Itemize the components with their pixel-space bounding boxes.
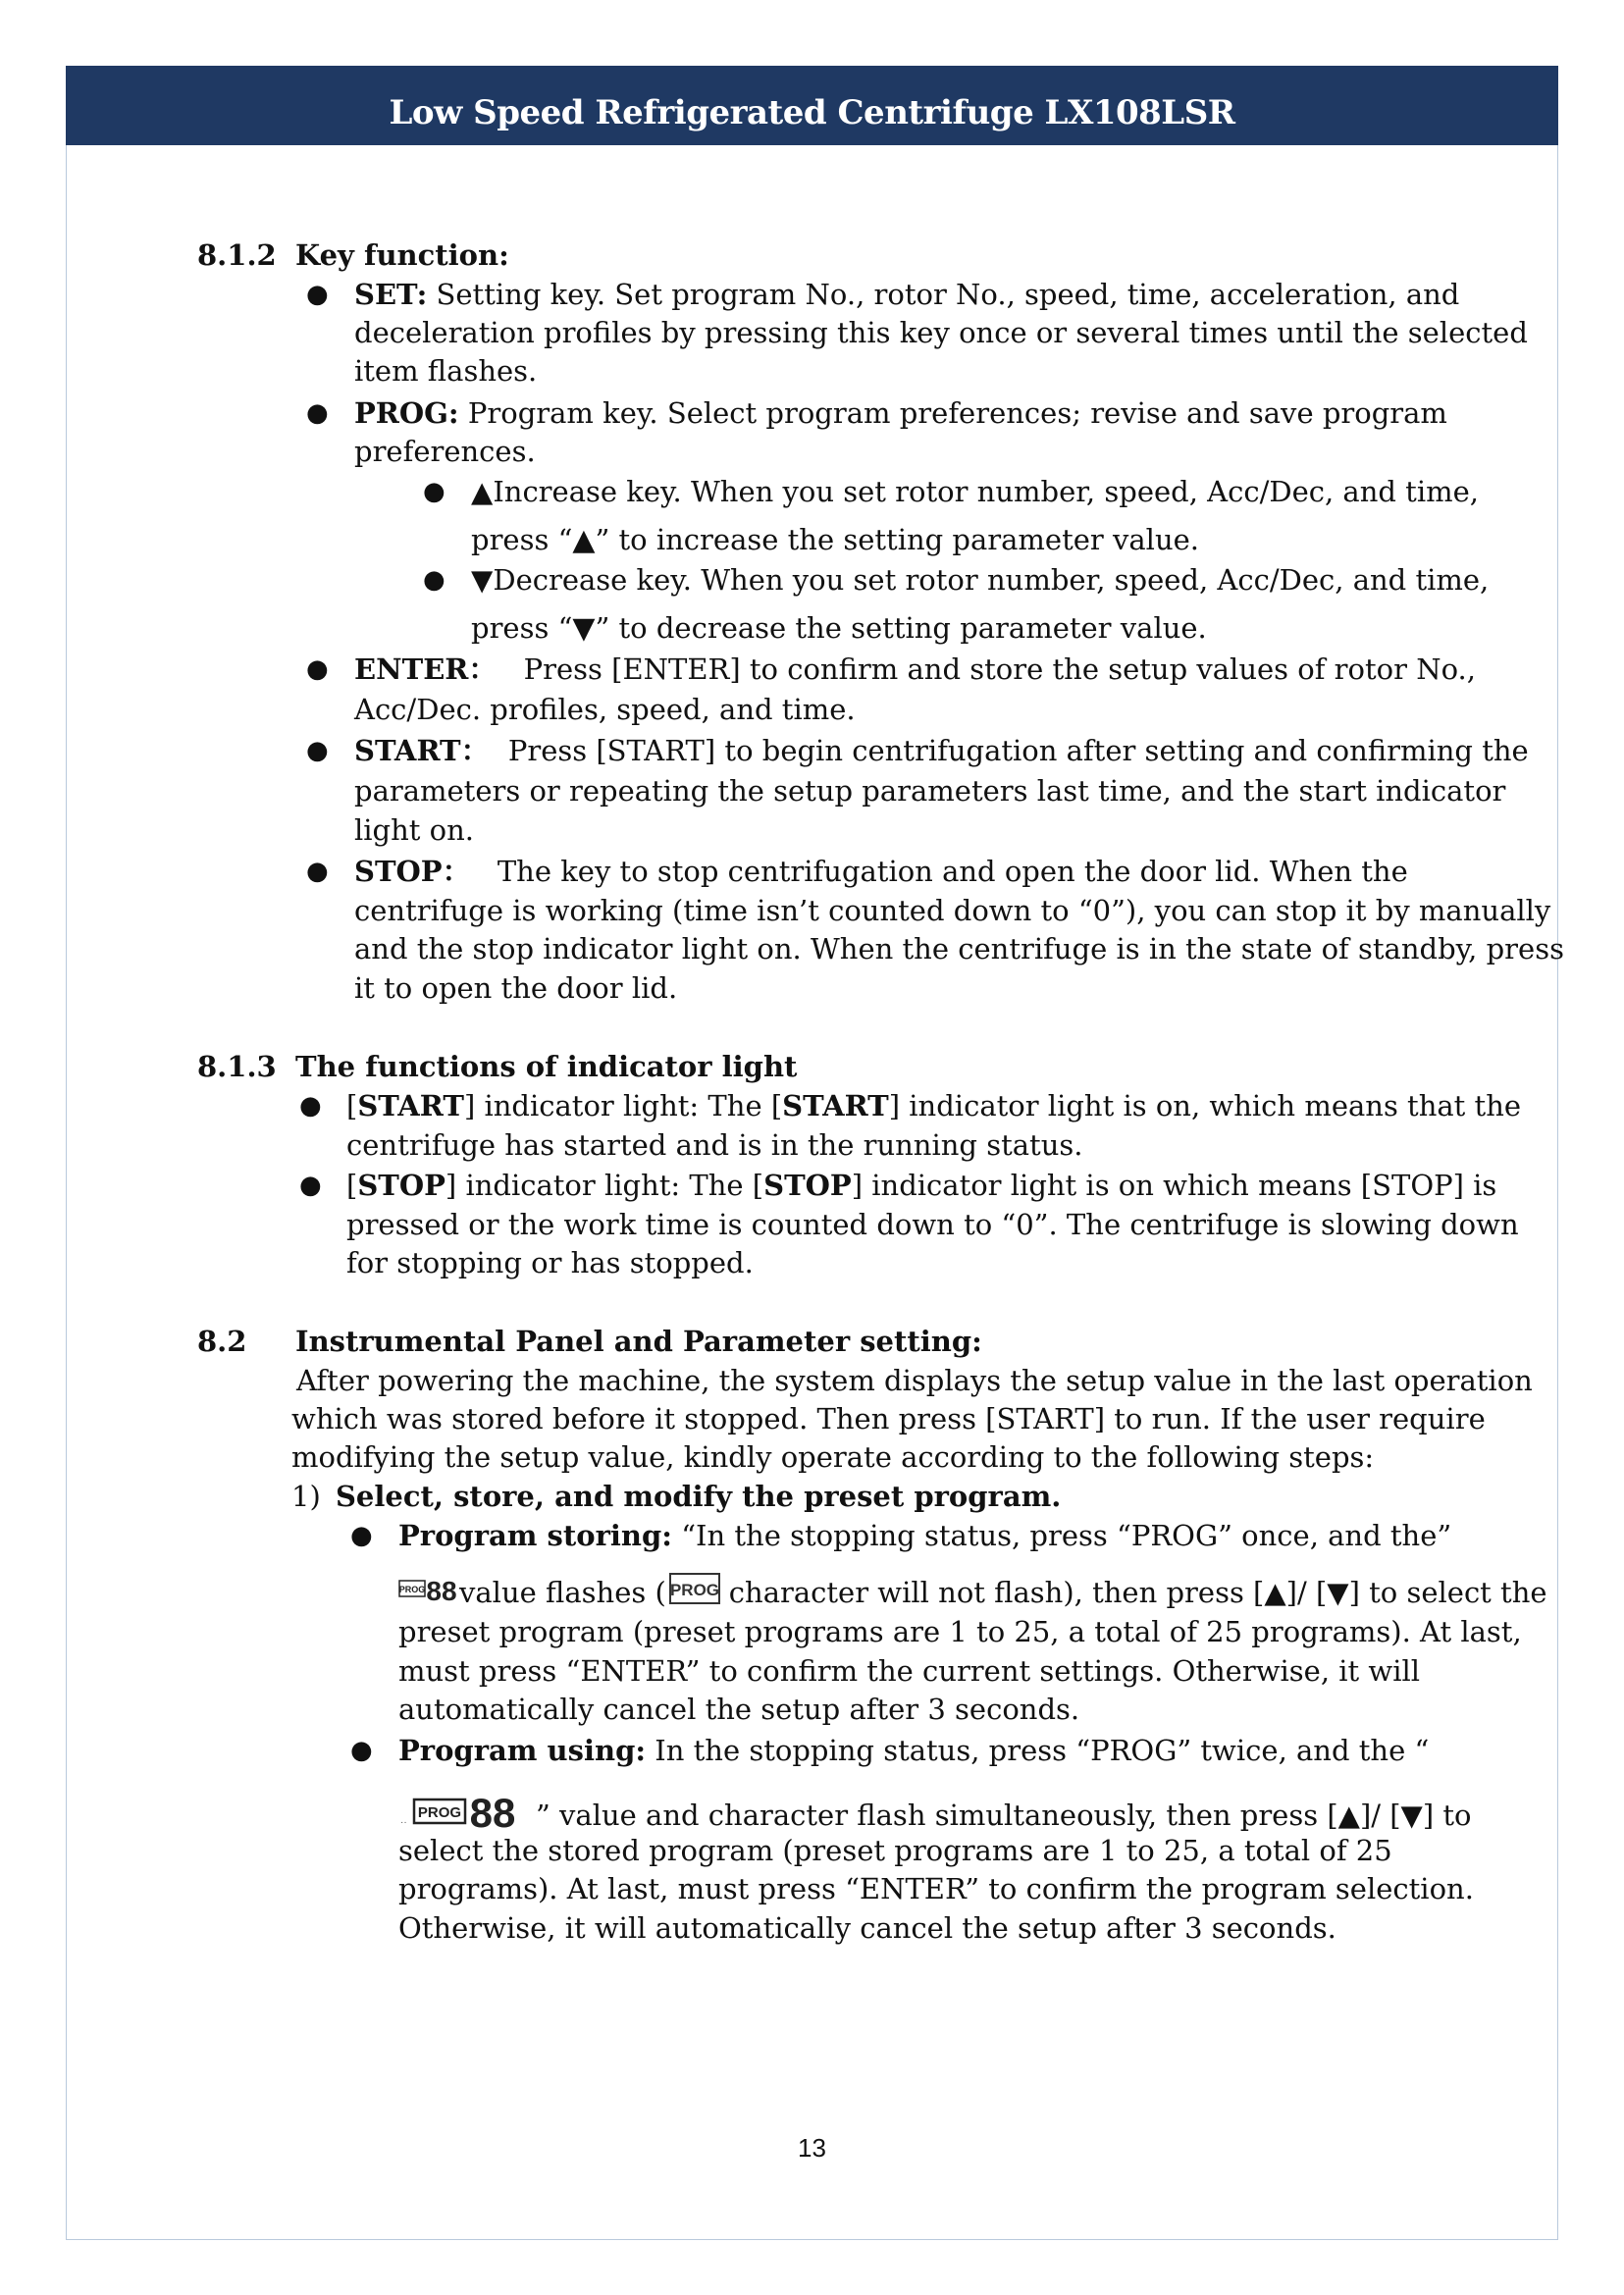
program-using-line-1 xyxy=(398,1731,1429,1770)
stop-line-2: centrifuge is working (time isn’t counted down to “0”), you can stop it by manually xyxy=(354,894,1551,927)
svg-text:PROG: PROG xyxy=(398,1585,426,1594)
program-storing-line-1 xyxy=(398,1516,1451,1555)
program-using-line-5: Otherwise, it will automatically cancel the setup after 3 seconds. xyxy=(398,1911,1336,1945)
bullet: ● xyxy=(306,398,329,428)
program-using-line-4: programs). At last, must press “ENTER” to confirm the program selection. xyxy=(398,1872,1474,1905)
program-using-label: Program using: xyxy=(398,1734,647,1767)
page-header: Low Speed Refrigerated Centrifuge LX108LSR xyxy=(66,66,1558,145)
step-number: 1) xyxy=(291,1480,321,1513)
set-text-1: Setting key. Set program No., rotor No., speed, time, acceleration, and xyxy=(436,278,1460,311)
increase-line-2 xyxy=(471,520,1199,560)
step-1 xyxy=(291,1477,1061,1516)
stop-indicator-line-2: pressed or the work time is counted down to “0”. The centrifuge is slowing down xyxy=(346,1208,1519,1241)
program-storing-line-5: automatically cancel the setup after 3 seconds. xyxy=(398,1693,1080,1726)
stop-text-1: The key to stop centrifugation and open the door lid. When the xyxy=(497,855,1408,888)
bullet: ● xyxy=(423,477,445,506)
start-line-3: light on. xyxy=(354,813,475,847)
stop-line-3: and the stop indicator light on. When the centrifuge is in the state of standby, press xyxy=(354,932,1564,965)
enter-text-1: Press [ENTER] to confirm and store the setup values of rotor No., xyxy=(523,652,1476,686)
program-storing-text-1: “In the stopping status, press “PROG” once, and the” xyxy=(681,1519,1452,1552)
decrease-line-2 xyxy=(471,608,1207,649)
start-line-2: parameters or repeating the setup parameters last time, and the start indicator xyxy=(354,774,1506,808)
decrease-line-1 xyxy=(471,560,1489,600)
start-word: START xyxy=(782,1089,889,1122)
start-indicator-line-2: centrifuge has started and is in the running status. xyxy=(346,1128,1083,1162)
svg-text:PROG: PROG xyxy=(669,1581,719,1599)
program-storing-label: Program storing: xyxy=(398,1519,672,1552)
page-number: 13 xyxy=(798,2133,826,2163)
section-title-812: Key function: xyxy=(295,238,509,272)
set-line-2: deceleration profiles by pressing this key once or several times until the selected xyxy=(354,316,1528,349)
stop-indicator-line-1: [STOP] indicator light: The [STOP] indicator light is on which means [STOP] is xyxy=(346,1169,1497,1202)
section-number-813: 8.1.3 xyxy=(197,1050,277,1083)
bullet: ● xyxy=(423,565,445,595)
svg-text:PROG: PROG xyxy=(417,1804,462,1821)
program-storing-line-4: must press “ENTER” to confirm the current settings. Otherwise, it will xyxy=(398,1654,1421,1688)
program-using-text-1: In the stopping status, press “PROG” twice, and the “ xyxy=(655,1734,1430,1767)
prog-line-1 xyxy=(354,393,1447,433)
program-storing-text-2b: character will not flash), then press [▲]/ [▼] to select the xyxy=(728,1576,1547,1609)
decrease-text-2: ” to decrease the setting parameter value. xyxy=(595,611,1207,645)
set-key-label: SET: xyxy=(354,278,428,311)
stop-line-4: it to open the door lid. xyxy=(354,971,678,1005)
stop-line-1 xyxy=(354,852,1408,891)
intro-line-1: After powering the machine, the system displays the setup value in the last operation xyxy=(296,1364,1533,1397)
bullet: ● xyxy=(306,857,329,886)
section-number-82: 8.2 xyxy=(197,1325,247,1358)
stop-indicator-text-b: ] indicator light is on which means [STOP] is xyxy=(851,1169,1497,1202)
prog-digits-icon xyxy=(398,1573,459,1616)
increase-press: press “ xyxy=(471,523,573,556)
stop-indicator-text-a: ] indicator light: The [ xyxy=(445,1169,764,1202)
increase-text-2: ” to increase the setting parameter value. xyxy=(595,523,1199,556)
triangle-up-icon: ▲ xyxy=(572,523,596,557)
stop-word: STOP xyxy=(357,1169,445,1202)
start-indicator-text-a: ] indicator light: The [ xyxy=(463,1089,783,1122)
set-line-1 xyxy=(354,275,1478,314)
stop-key-label: STOP： xyxy=(354,855,471,888)
bullet: ● xyxy=(350,1521,373,1550)
bullet: ● xyxy=(306,736,329,765)
svg-text:··: ·· xyxy=(400,1817,407,1828)
stop-indicator-line-3: for stopping or has stopped. xyxy=(346,1246,754,1279)
prog-text-1: Program key. Select program preferences; revise and save program xyxy=(467,396,1447,430)
start-text-1: Press [START] to begin centrifugation after setting and confirming the xyxy=(507,734,1529,767)
start-indicator-line-1: [START] indicator light: The [START] indicator light is on, which means that the xyxy=(346,1089,1522,1122)
program-storing-text-2a: value flashes ( xyxy=(459,1576,666,1609)
section-number-812: 8.1.2 xyxy=(197,238,277,272)
bullet: ● xyxy=(299,1171,322,1200)
bullet: ● xyxy=(306,280,329,309)
svg-text:88: 88 xyxy=(426,1576,457,1606)
stop-word: STOP xyxy=(763,1169,852,1202)
increase-text: Increase key. When you set rotor number, speed, Acc/Dec, and time, xyxy=(493,475,1479,508)
enter-line-2: Acc/Dec. profiles, speed, and time. xyxy=(354,693,856,726)
decrease-text: Decrease key. When you set rotor number, speed, Acc/Dec, and time, xyxy=(493,563,1490,597)
start-indicator-text-b: ] indicator light is on, which means that the xyxy=(888,1089,1522,1122)
section-title-813: The functions of indicator light xyxy=(295,1050,798,1083)
bullet: ● xyxy=(350,1736,373,1765)
triangle-down-icon: ▼ xyxy=(572,611,596,646)
prog-key-label: PROG: xyxy=(354,396,459,430)
set-line-3: item flashes. xyxy=(354,354,538,388)
program-using-text-2: ” value and character flash simultaneously, then press [▲]/ [▼] to xyxy=(536,1799,1472,1832)
decrease-press: press “ xyxy=(471,611,573,645)
intro-line-3: modifying the setup value, kindly operate according to the following steps: xyxy=(291,1440,1375,1474)
svg-text:88: 88 xyxy=(469,1790,516,1836)
enter-line-1 xyxy=(354,650,1476,689)
bullet: ● xyxy=(299,1091,322,1121)
start-word: START xyxy=(357,1089,464,1122)
triangle-down-icon: ▼ xyxy=(471,563,494,597)
program-using-line-3: select the stored program (preset programs are 1 to 25, a total of 25 xyxy=(398,1834,1392,1867)
enter-key-label: ENTER： xyxy=(354,652,498,686)
start-key-label: START： xyxy=(354,734,490,767)
step-title: Select, store, and modify the preset program. xyxy=(335,1480,1062,1513)
intro-line-2: which was stored before it stopped. Then press [START] to run. If the user require xyxy=(291,1402,1486,1435)
prog-line-2: preferences. xyxy=(354,435,536,468)
bullet: ● xyxy=(306,654,329,684)
program-storing-line-3: preset program (preset programs are 1 to 25, a total of 25 programs). At last, xyxy=(398,1615,1522,1648)
triangle-up-icon: ▲ xyxy=(471,475,494,508)
section-title-82: Instrumental Panel and Parameter setting: xyxy=(295,1325,982,1358)
increase-line-1 xyxy=(471,472,1479,511)
start-line-1 xyxy=(354,731,1529,770)
